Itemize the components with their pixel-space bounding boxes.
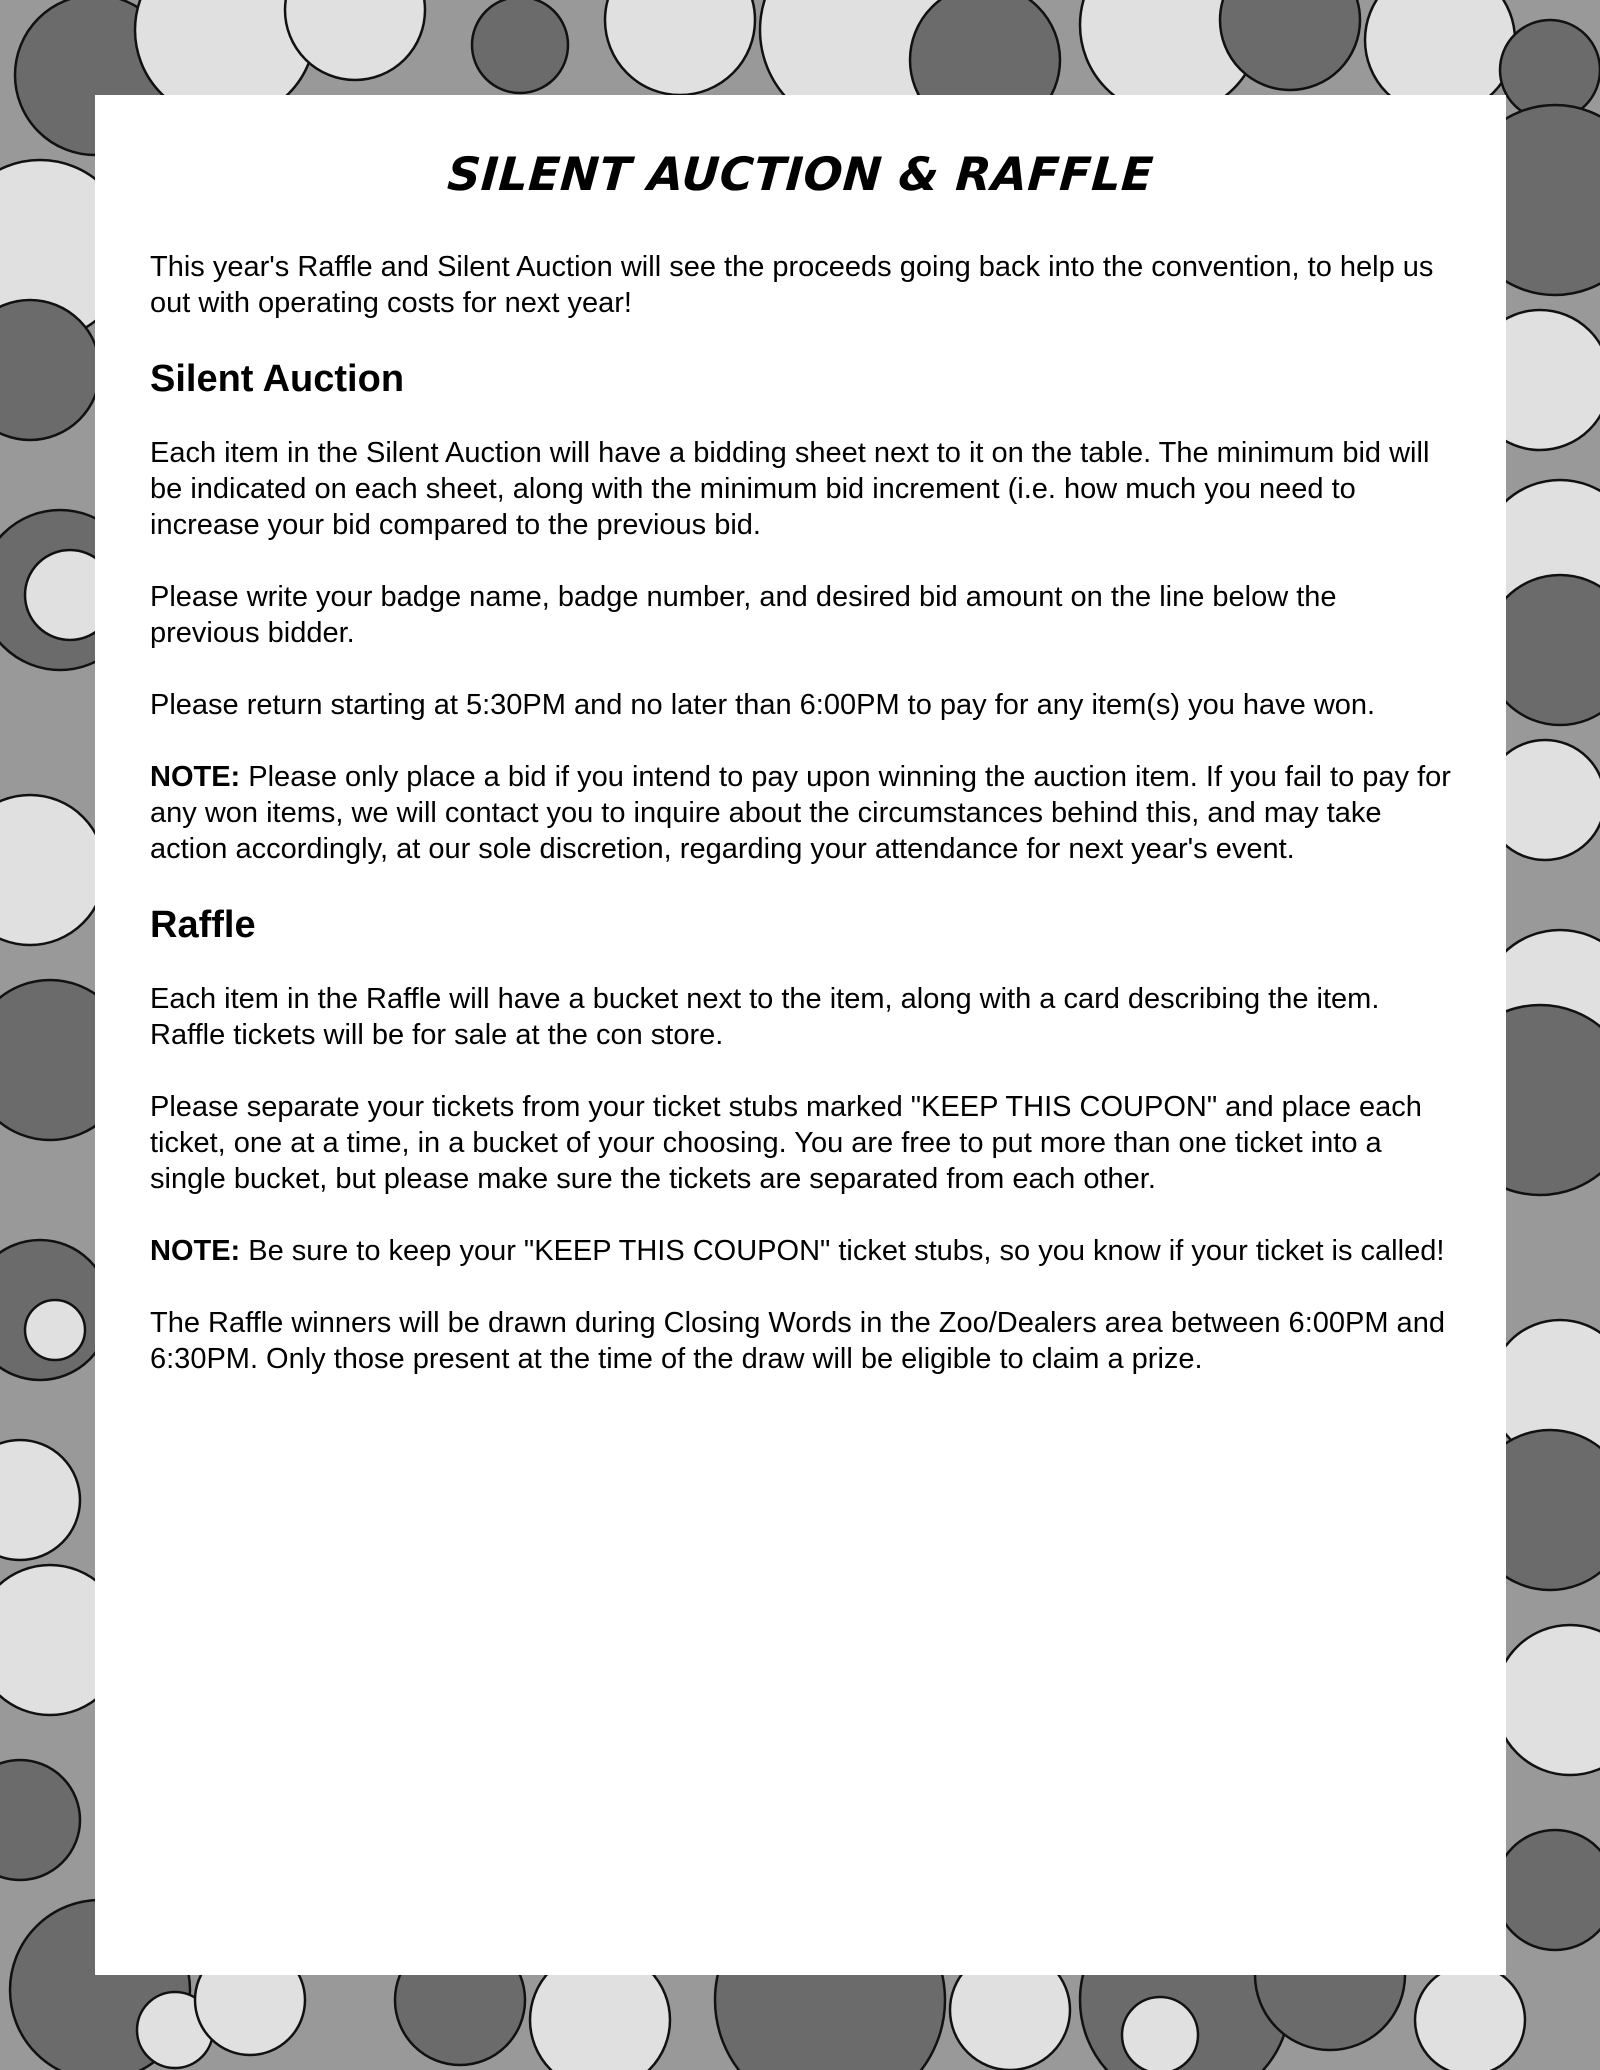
raffle-paragraph-1: Each item in the Raffle will have a bucket next to the item, along with a card describing the item. Raffle tickets will be for sale at the con store. [150, 983, 1380, 1051]
silent-auction-paragraph-1: Each item in the Silent Auction will have a bidding sheet next to it on the table. The minimum bid will be indicated on each sheet, along with the minimum bid increment (i.e. how much you need to increase your bid compared to the previous bid. [150, 437, 1430, 541]
note-label: NOTE: [150, 761, 241, 793]
decorative-circle [0, 1760, 80, 1880]
raffle-paragraph-2: Please separate your tickets from your ticket stubs marked "KEEP THIS COUPON" and place each ticket, one at a time, in a bucket of your choosing. You are free to put more than one ticket into a single bucket, but please make sure the tickets are separated from each other. [150, 1091, 1422, 1195]
note-text: Please only place a bid if you intend to pay upon winning the auction item. If you fail to pay for any won items, we will contact you to inquire about the circumstances behind this, and may take action accordingly, at our sole discretion, regarding your attendance for next year's event. [150, 761, 1451, 865]
decorative-circle [1122, 1997, 1198, 2070]
raffle-paragraph-3: The Raffle winners will be drawn during Closing Words in the Zoo/Dealers area between 6:00PM and 6:30PM. Only those present at the time of the draw will be eligible to claim a prize. [150, 1307, 1445, 1375]
page-title: SILENT AUCTION & RAFFLE [445, 147, 1156, 201]
decorative-circle [1495, 1625, 1600, 1775]
document-page [95, 95, 1506, 1975]
raffle-note [150, 1233, 1451, 1269]
decorative-circle [1415, 1965, 1525, 2070]
decorative-circle [605, 0, 755, 95]
decorative-circle [1495, 1830, 1600, 1950]
silent-auction-note [150, 759, 1451, 867]
decorative-circle [472, 0, 568, 93]
note-text: Be sure to keep your "KEEP THIS COUPON" ticket stubs, so you know if your ticket is called! [240, 1235, 1445, 1267]
decorative-circle [0, 795, 105, 945]
silent-auction-paragraph-3: Please return starting at 5:30PM and no later than 6:00PM to pay for any item(s) you have won. [150, 689, 1376, 721]
decorative-circle [25, 1300, 85, 1360]
silent-auction-heading: Silent Auction [150, 358, 405, 400]
decorative-circle [0, 1440, 80, 1560]
intro-paragraph: This year's Raffle and Silent Auction will see the proceeds going back into the convention, to help us out with operating costs for next year! [150, 251, 1434, 319]
raffle-heading: Raffle [150, 904, 256, 946]
silent-auction-paragraph-2: Please write your badge name, badge number, and desired bid amount on the line below the previous bidder. [150, 581, 1337, 649]
note-label: NOTE: [150, 1235, 241, 1267]
